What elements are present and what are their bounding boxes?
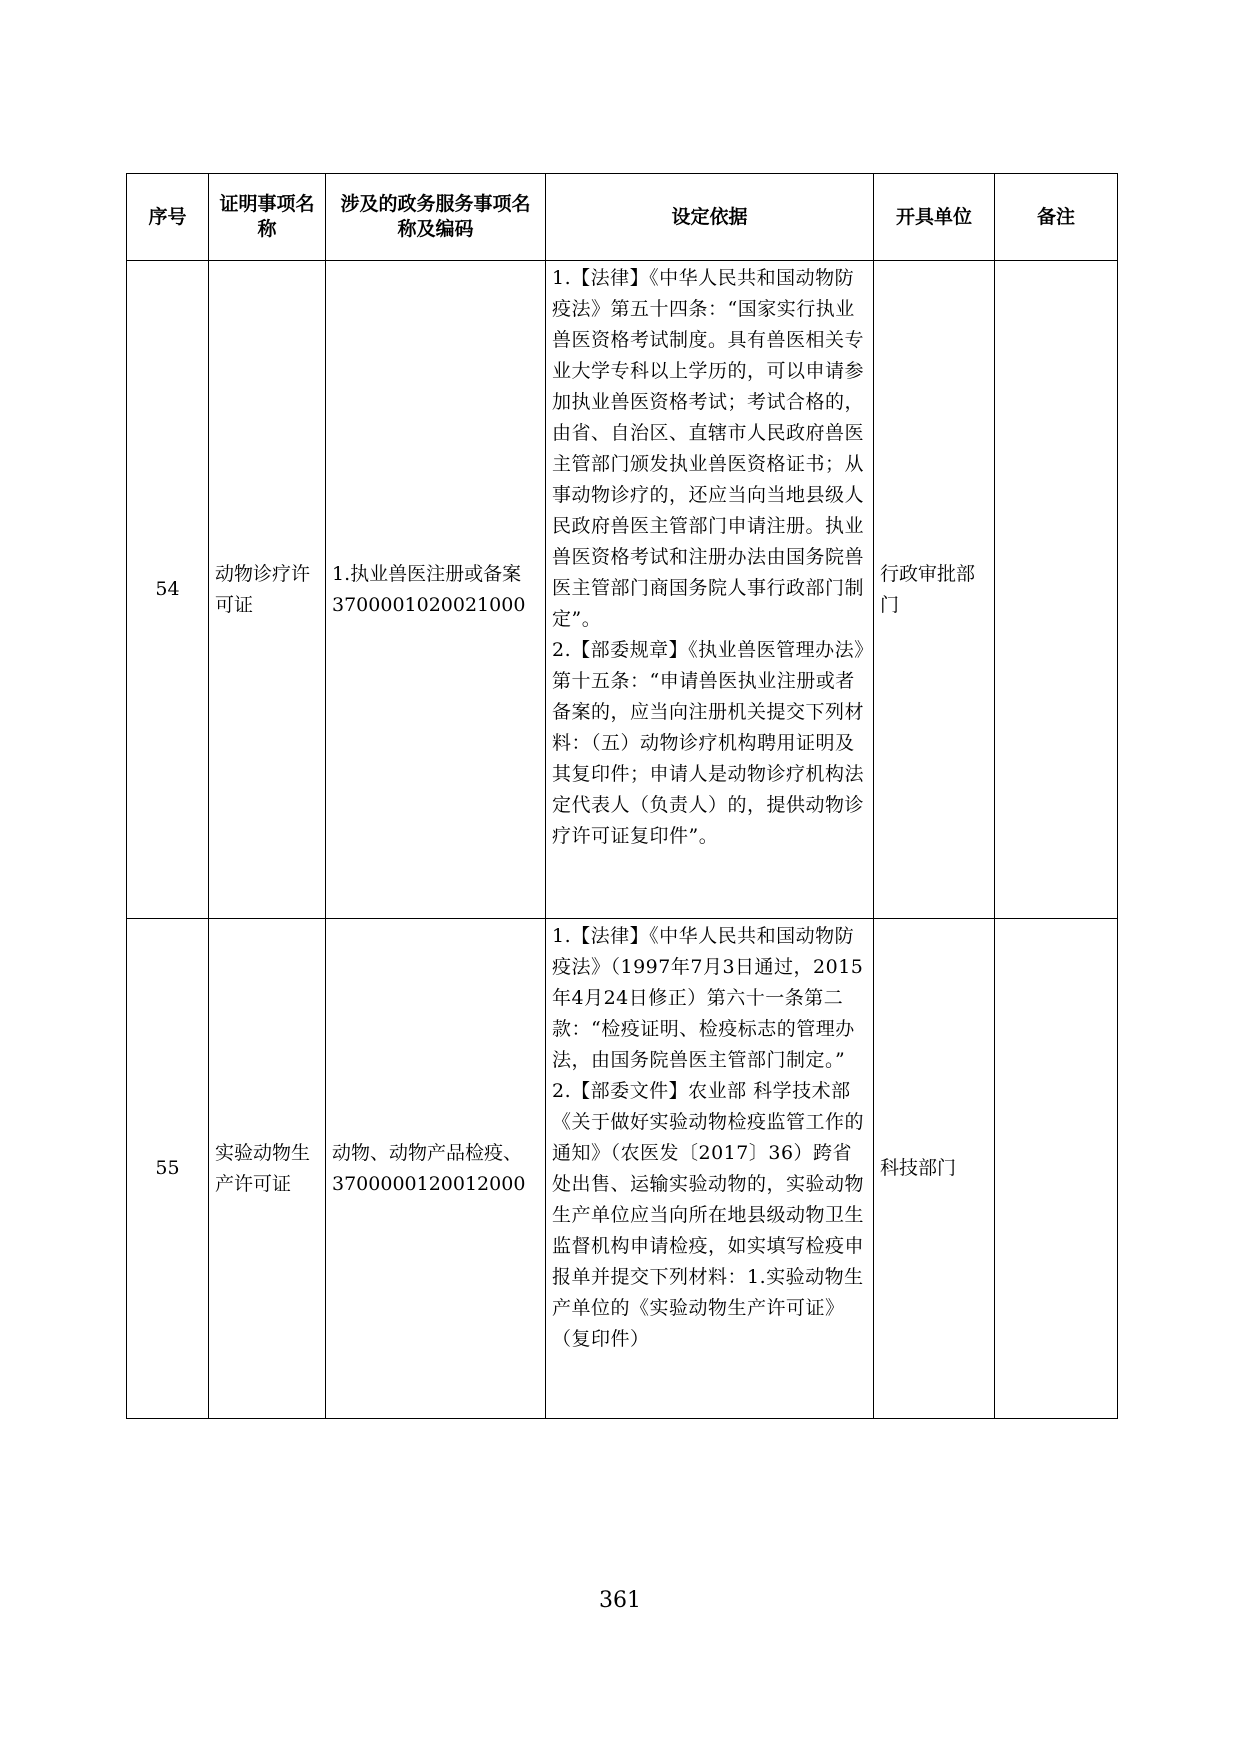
legal-basis: [546, 919, 874, 1419]
service-item-code: 3700000120012000: [332, 1172, 526, 1195]
service-item: [326, 261, 546, 919]
table-row: [127, 261, 1118, 919]
legal-basis-clause: 1.【法律】《中华人民共和国动物防疫法》（1997年7月3日通过，2015年4月24日修正）第六十一条第二款：“检疫证明、检疫标志的管理办法，由国务院兽医主管部门制定。”: [552, 925, 864, 1071]
service-item-name: 1.执业兽医注册或备案: [332, 562, 522, 585]
remarks: [995, 919, 1118, 1419]
service-item-code: 3700001020021000: [332, 593, 526, 616]
legal-basis-clause: 1.【法律】《中华人民共和国动物防疫法》第五十四条：“国家实行执业兽医资格考试制度。具有兽医相关专业大学专科以上学历的，可以申请参加执业兽医资格考试；考试合格的，由省、自治区、直辖市人民政府兽医主管部门颁发执业兽医资格证书；从事动物诊疗的，还应当向当地县级人民政府兽医主管部门申请注册。执业兽医资格考试和注册办法由国务院兽医主管部门商国务院人事行政部门制定”。: [552, 267, 865, 630]
row-number: 55: [127, 919, 209, 1419]
header-seq-no: 序号: [127, 174, 209, 261]
certificate-name: 动物诊疗许可证: [209, 261, 326, 919]
issuing-unit: 行政审批部门: [874, 261, 995, 919]
header-remarks: 备注: [995, 174, 1118, 261]
service-item: [326, 919, 546, 1419]
table-row: [127, 919, 1118, 1419]
header-certificate-name: 证明事项名称: [209, 174, 326, 261]
header-service-item: 涉及的政务服务事项名称及编码: [326, 174, 546, 261]
issuing-unit: 科技部门: [874, 919, 995, 1419]
row-number: 54: [127, 261, 209, 919]
legal-basis-clause: 2.【部委文件】农业部 科学技术部《关于做好实验动物检疫监管工作的通知》（农医发〔2017〕36）跨省处出售、运输实验动物的，实验动物生产单位应当向所在地县级动物卫生监督机构申请检疫，如实填写检疫申报单并提交下列材料：1.实验动物生产单位的《实验动物生产许可证》（复印件）: [552, 1080, 865, 1350]
service-item-name: 动物、动物产品检疫、: [332, 1141, 523, 1164]
certificate-name: 实验动物生产许可证: [209, 919, 326, 1419]
page-number: 361: [599, 1588, 641, 1613]
header-legal-basis: 设定依据: [546, 174, 874, 261]
document-table: [126, 173, 1118, 1419]
remarks: [995, 261, 1118, 919]
table-header-row: [127, 174, 1118, 261]
header-issuing-unit: 开具单位: [874, 174, 995, 261]
legal-basis-clause: 2.【部委规章】《执业兽医管理办法》第十五条：“申请兽医执业注册或者备案的，应当向注册机关提交下列材料：（五）动物诊疗机构聘用证明及其复印件；申请人是动物诊疗机构法定代表人（负责人）的，提供动物诊疗许可证复印件”。: [552, 639, 865, 847]
legal-basis: [546, 261, 874, 919]
